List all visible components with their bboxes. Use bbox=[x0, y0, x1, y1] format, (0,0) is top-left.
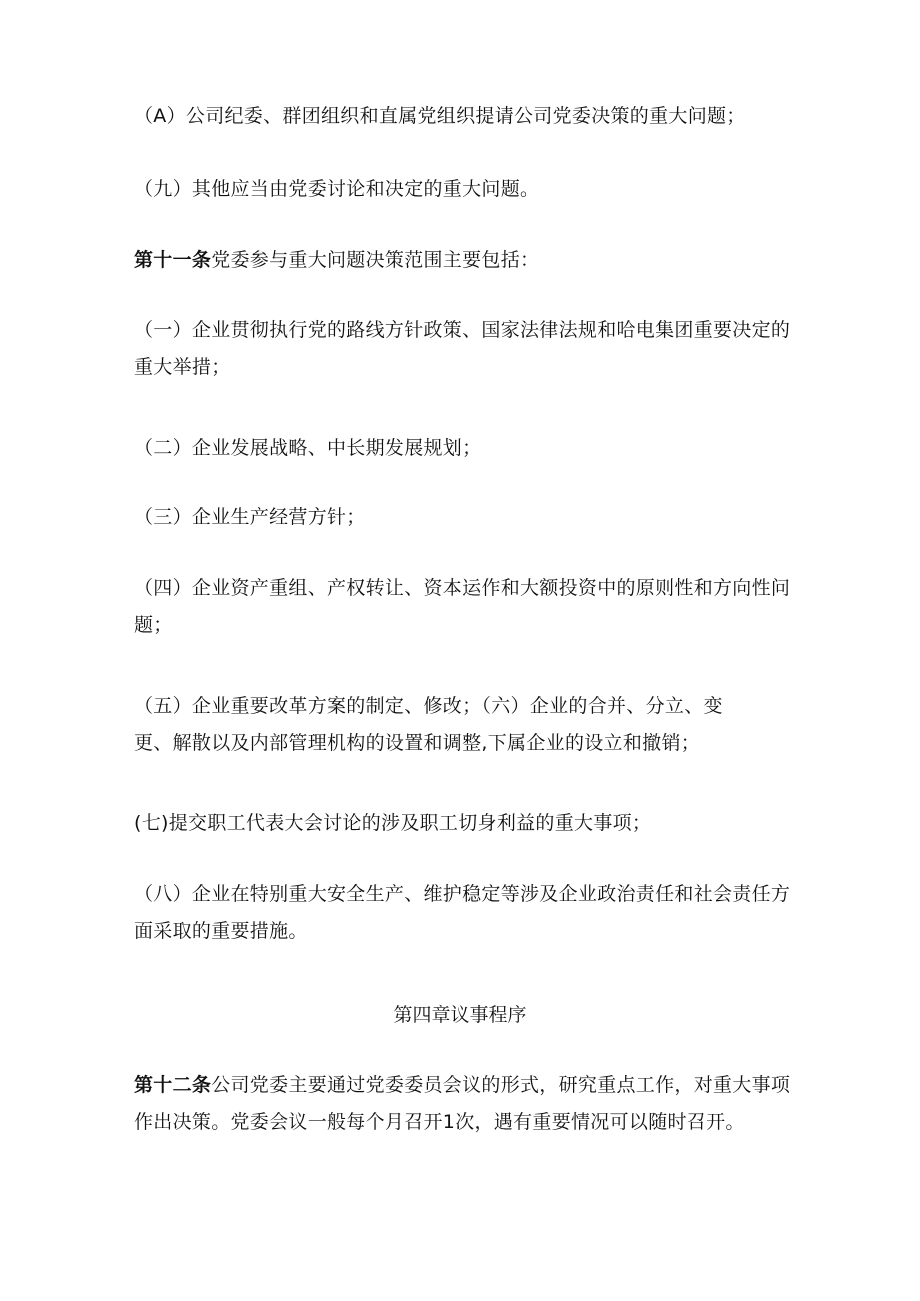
paragraph-item-5-6 bbox=[134, 688, 794, 762]
paragraph-item-1 bbox=[134, 312, 794, 386]
paragraph-item-7 bbox=[134, 805, 794, 842]
paragraph-item-9 bbox=[134, 171, 794, 208]
paragraph-text: （八）企业在特别重大安全生产、维护稳定等涉及企业政治责任和社会责任方面采取的重要措施。 bbox=[134, 883, 791, 942]
paragraph-text: （三）企业生产经营方针； bbox=[134, 506, 366, 528]
article-11 bbox=[134, 242, 794, 279]
paragraph-item-4 bbox=[134, 570, 794, 644]
paragraph-line: （五）企业重要改革方案的制定、修改；（六）企业的合并、分立、变 bbox=[134, 695, 723, 717]
paragraph-text: （A）公司纪委、群团组织和直属党组织提请公司党委决策的重大问题； bbox=[134, 105, 746, 127]
paragraph-item-3 bbox=[134, 499, 794, 536]
paragraph-text: （二）企业发展战略、中长期发展规划； bbox=[134, 437, 482, 459]
paragraph-item-a bbox=[134, 98, 794, 135]
article-number: 第十二条 bbox=[134, 1074, 212, 1096]
paragraph-text: （一）企业贯彻执行党的路线方针政策、国家法律法规和哈电集团重要决定的重大举措； bbox=[134, 319, 791, 378]
paragraph-text: 党委参与重大问题决策范围主要包括： bbox=[211, 249, 540, 271]
paragraph-text: (七)提交职工代表大会讨论的涉及职工切身利益的重大事项； bbox=[134, 812, 652, 834]
paragraph-text: （九）其他应当由党委讨论和决定的重大问题。 bbox=[134, 178, 540, 200]
paragraph-text: （四）企业资产重组、产权转让、资本运作和大额投资中的原则性和方向性问题； bbox=[134, 577, 791, 636]
paragraph-item-8 bbox=[134, 876, 794, 950]
paragraph-line: 更、解散以及内部管理机构的设置和调整,下属企业的设立和撤销； bbox=[134, 732, 701, 754]
article-12 bbox=[134, 1067, 794, 1141]
paragraph-item-2 bbox=[134, 430, 794, 467]
chapter-heading: 第四章议事程序 bbox=[393, 1004, 527, 1026]
article-number: 第十一条 bbox=[134, 249, 212, 271]
paragraph-text: 公司党委主要通过党委委员会议的形式，研究重点工作，对重大事项作出决策。党委会议一般每个月召开1次，遇有重要情况可以随时召开。 bbox=[134, 1074, 791, 1133]
